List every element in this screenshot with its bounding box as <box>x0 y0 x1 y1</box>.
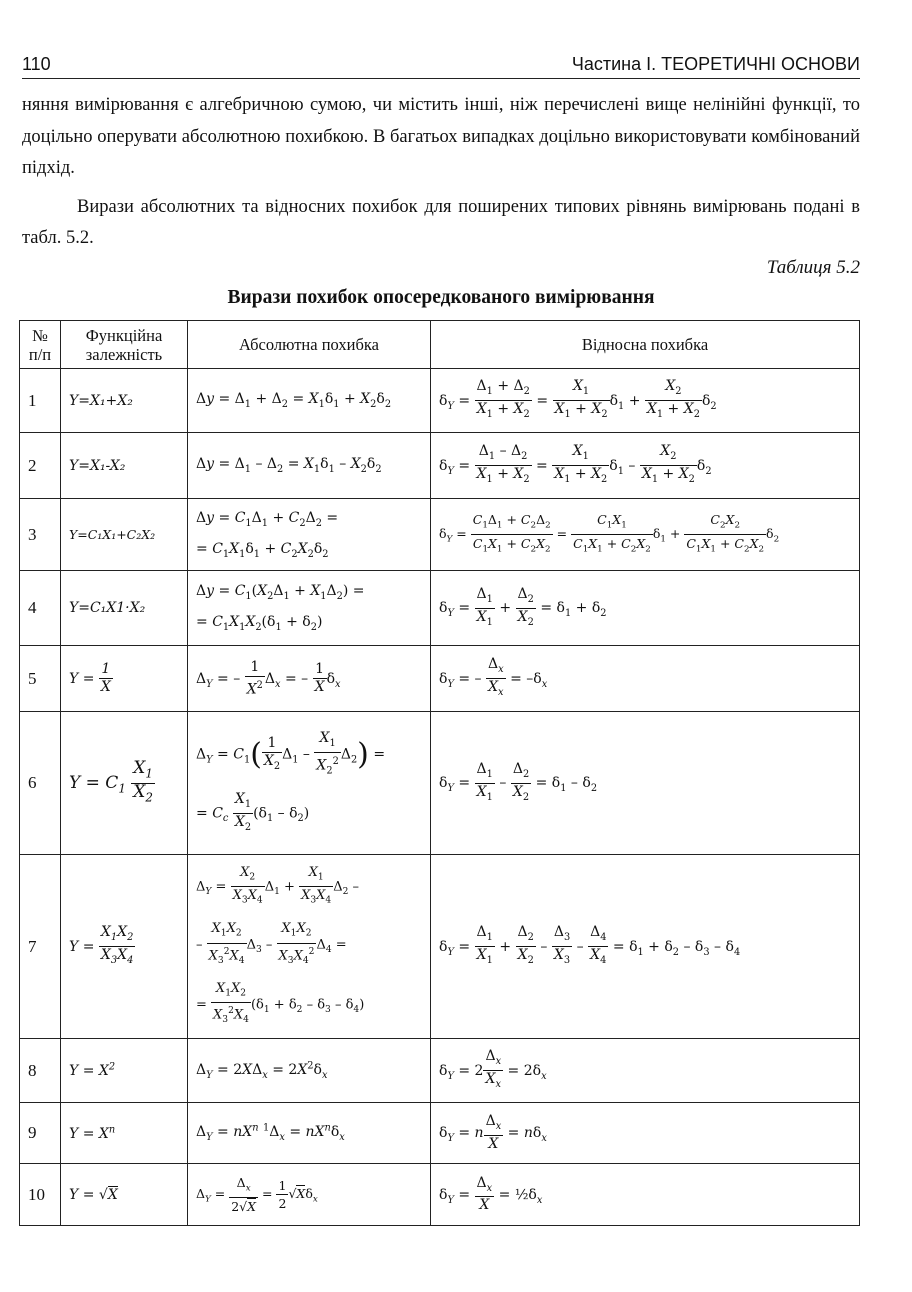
function-cell: $Y = C_1$ $\frac{X_1}{X_2}$ <box>61 712 188 855</box>
function-cell: Y=C₁X1·X₂ <box>61 571 188 646</box>
header-relative-error: Відносна похибка <box>431 321 860 369</box>
header-number: № п/п <box>20 321 61 369</box>
row-number: 5 <box>20 646 61 712</box>
header-absolute-error: Абсолютна похибка <box>188 321 431 369</box>
absolute-error-formula: $\Delta_Y = nX^n$ $^1\Delta_x = nX^n\delta_x$ <box>188 1103 431 1164</box>
function-cell: Y=X₁+X₂ <box>61 369 188 433</box>
table-header-row <box>20 321 860 369</box>
running-header <box>22 50 860 79</box>
body-text <box>22 90 860 255</box>
paragraph-1: няння вимірювання є алгебричною сумою, чи містить інші, ніж перечислені вище нелінійні функції, то доцільно оперувати абсолютною похибкою. В багатьох випадках доцільно використовувати комбінований підхід. <box>22 95 860 178</box>
relative-error-formula: $\delta_Y$ = $\frac{\Delta_1 + \Delta_2}{X_1 + X_2}$ = $\frac{X_1}{X_1 + X_2}$ $\delta_1$ + $\frac{X_2}{X_1 + X_2}$ $\delta_2$ <box>431 369 860 433</box>
relative-error-formula: $\delta_Y$ = $\frac{\Delta_1 - \Delta_2}{X_1 + X_2}$ = $\frac{X_1}{X_1 + X_2}$ $\delta_1$ – $\frac{X_2}{X_1 + X_2}$ $\delta_2$ <box>431 433 860 499</box>
absolute-error-formula: $\Delta y = C_1(X_2\Delta_1 + X_1\Delta_2)$ = = $C_1X_1X_2(\delta_1 + \delta_2)$ <box>188 571 431 646</box>
row-number: 2 <box>20 433 61 499</box>
page-number: 110 <box>22 54 51 74</box>
paragraph-2: Вирази абсолютних та відносних похибок для поширених типових рівнянь вимірювань подані в табл. 5.2. <box>22 196 860 248</box>
table-row <box>20 1039 860 1103</box>
function-cell: Y = √X <box>61 1164 188 1226</box>
table-row <box>20 369 860 433</box>
function-cell: Y=C₁X₁+C₂X₂ <box>61 499 188 571</box>
table-row <box>20 571 860 646</box>
function-cell: Y = $\frac{X_1X_2}{X_3X_4}$ <box>61 855 188 1039</box>
table-row <box>20 499 860 571</box>
table-row <box>20 646 860 712</box>
relative-error-formula: $\delta_Y$ = $\frac{\Delta_1}{X_1}$ – $\frac{\Delta_2}{X_2}$ = $\delta_1 - \delta_2$ <box>431 712 860 855</box>
row-number: 3 <box>20 499 61 571</box>
absolute-error-formula: $\Delta_Y = 2X\Delta_x = 2X^2\delta_x$ <box>188 1039 431 1103</box>
absolute-error-formula: $\Delta y = \Delta_1 + \Delta_2 = X_1\delta_1 + X_2\delta_2$ <box>188 369 431 433</box>
row-number: 10 <box>20 1164 61 1226</box>
row-number: 9 <box>20 1103 61 1164</box>
row-number: 4 <box>20 571 61 646</box>
header-function: Функційна залежність <box>61 321 188 369</box>
table-title: Вирази похибок опосередкованого вимірювання <box>227 287 655 308</box>
chapter-title: Частина I. ТЕОРЕТИЧНІ ОСНОВИ <box>571 54 860 74</box>
absolute-error-formula: $\Delta_Y$ = – $\frac{1}{X^2}$ $\Delta_x$ = – $\frac{1}{X}$ $\delta_x$ <box>188 646 431 712</box>
relative-error-formula: $\delta_Y = 2$ $\frac{\Delta_x}{X_x}$ = $2\delta_x$ <box>431 1039 860 1103</box>
absolute-error-formula: $\Delta_Y = C_1$( $\frac{1}{X_2}$ $\Delta_1$ – $\frac{X_1}{X_2^2}$ $\Delta_2$) = = $C_c$ $\frac{X_1}{X_2}$ $(\delta_1 - \delta_2)$ <box>188 712 431 855</box>
absolute-error-formula: $\Delta y = \Delta_1 - \Delta_2 = X_1\delta_1 - X_2\delta_2$ <box>188 433 431 499</box>
function-cell: Y=X₁-X₂ <box>61 433 188 499</box>
relative-error-formula: $\delta_Y$ = – $\frac{\Delta_x}{X_x}$ = $-\delta_x$ <box>431 646 860 712</box>
relative-error-formula: $\delta_Y$ = $\frac{\Delta_x}{X}$ = $\frac{1}{2}\delta_x$ <box>431 1164 860 1226</box>
row-number: 8 <box>20 1039 61 1103</box>
function-cell: Y = $\frac{1}{X}$ <box>61 646 188 712</box>
error-table <box>19 320 860 1226</box>
function-cell: $Y = X^2$ <box>61 1039 188 1103</box>
row-number: 7 <box>20 855 61 1039</box>
absolute-error-formula: $\Delta_Y$ = $\frac{X_2}{X_3X_4}$ $\Delta_1$ + $\frac{X_1}{X_3X_4}$ $\Delta_2$ – – $\frac{X_1X_2}{X_3^2X_4}$ $\Delta_3$ – $\frac{X_1X_2}{X_3X_4^2}$ $\Delta_4$ = = $\frac{X_1X_2}{X_3^2X_4}$ $(\delta_1 + \delta_2 - \delta_3 - \delta_4)$ <box>188 855 431 1039</box>
table-row <box>20 712 860 855</box>
table-row <box>20 1164 860 1226</box>
table-row <box>20 433 860 499</box>
relative-error-formula: $\delta_Y$ = $\frac{C_1\Delta_1 + C_2\Delta_2}{C_1X_1 + C_2X_2}$ = $\frac{C_1X_1}{C_1X_1 + C_2X_2}$ $\delta_1$ + $\frac{C_2X_2}{C_1X_1 + C_2X_2}$ $\delta_2$ <box>431 499 860 571</box>
row-number: 6 <box>20 712 61 855</box>
table-caption: Таблиця 5.2 <box>766 257 860 278</box>
table-row <box>20 1103 860 1164</box>
table-row <box>20 855 860 1039</box>
row-number: 1 <box>20 369 61 433</box>
absolute-error-formula: $\Delta_Y$ = $\frac{\Delta_x}{2√X}$ = $\frac{1}{2}$ $√X\delta_x$ <box>188 1164 431 1226</box>
relative-error-formula: $\delta_Y = n$ $\frac{\Delta_x}{X}$ = $n\delta_x$ <box>431 1103 860 1164</box>
relative-error-formula: $\delta_Y$ = $\frac{\Delta_1}{X_1}$ + $\frac{\Delta_2}{X_2}$ – $\frac{\Delta_3}{X_3}$ – $\frac{\Delta_4}{X_4}$ = $\delta_1 + \delta_2 - \delta_3 - \delta_4$ <box>431 855 860 1039</box>
function-cell: $Y = X^n$ <box>61 1103 188 1164</box>
absolute-error-formula: $\Delta y = C_1\Delta_1 + C_2\Delta_2$ = = $C_1X_1\delta_1 + C_2X_2\delta_2$ <box>188 499 431 571</box>
relative-error-formula: $\delta_Y$ = $\frac{\Delta_1}{X_1}$ + $\frac{\Delta_2}{X_2}$ = $\delta_1 + \delta_2$ <box>431 571 860 646</box>
